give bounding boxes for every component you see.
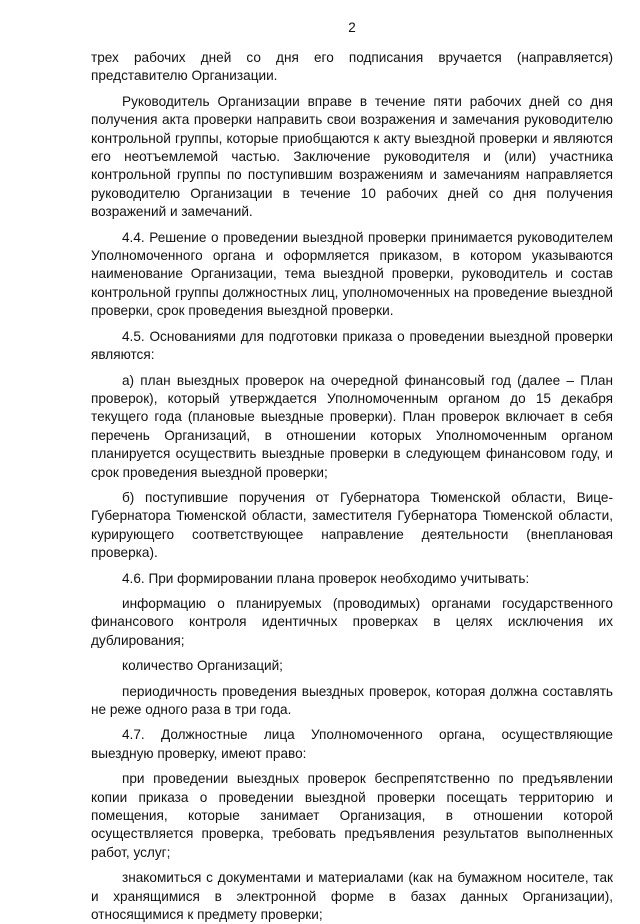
paragraph-4-6-info: информацию о планируемых (проводимых) органами государственного финансового контроля идентичных проверках в целях исключения их дублирования; [91,595,613,648]
paragraph-4-7: 4.7. Должностные лица Уполномоченного органа, осуществляющие выездную проверку, имеют право: [91,727,613,761]
paragraph-4-5-a: а) план выездных проверок на очередной финансовый год (далее – План проверок), который утверждается Уполномоченным органом до 15 декабря текущего года (плановые выездные проверки). План проверок включает в себя перечень Организаций, в отношении которых Уполномоченным органом планируется осуществить выездные проверки в следующем финансовом году, и срок проведения выездной проверки; [91,372,613,480]
page-number: 2 [348,20,356,35]
paragraph-4-5: 4.5. Основаниями для подготовки приказа о проведении выездной проверки являются: [91,328,613,363]
paragraph-4-7-access: при проведении выездных проверок беспрепятственно по предъявлении копии приказа о проведении выездной проверки посещать территорию и помещения, которые занимает Организация, в отношении которой осуществляется проверка, требовать предъявления результатов выполненных работ, услуг; [91,771,613,860]
paragraph-continuation: трех рабочих дней со дня его подписания вручается (направляется) представителю Организации. [91,50,613,84]
paragraph-4-7-documents: знакомиться с документами и материалами (как на бумажном носителе, так и хранящимися в электронной форме в базах данных Организации), относящимися к предмету проверки; [91,870,613,923]
paragraph-4-6-frequency: периодичность проведения выездных проверок, которая должна составлять не реже одного раза в три года. [91,683,613,717]
paragraph-objections: Руководитель Организации вправе в течение пяти рабочих дней со дня получения акта проверки направить свои возражения и замечания руководителю контрольной группы, которые приобщаются к акту выездной проверки и являются его неотъемлемой частью. Заключение руководителя и (или) участника контрольной группы по поступившим возражениям и замечаниям направляется руководителю Организации в течение 10 рабочих дней со дня получения возражений и замечаний. [91,93,613,220]
paragraph-4-6: 4.6. При формировании плана проверок необходимо учитывать: [122,570,530,586]
paragraph-4-6-count: количество Организаций; [122,658,283,674]
paragraph-4-5-b: б) поступившие поручения от Губернатора Тюменской области, Вице-Губернатора Тюменской области, заместителя Губернатора Тюменской области, курирующего соответствующее направление деятельности (внеплановая проверка). [91,489,613,561]
paragraph-4-4: 4.4. Решение о проведении выездной проверки принимается руководителем Уполномоченного органа и оформляется приказом, в котором указываются наименование Организации, тема выездной проверки, руководитель и состав контрольной группы должностных лиц, уполномоченных на проведение выездной проверки, срок проведения выездной проверки. [91,229,613,319]
